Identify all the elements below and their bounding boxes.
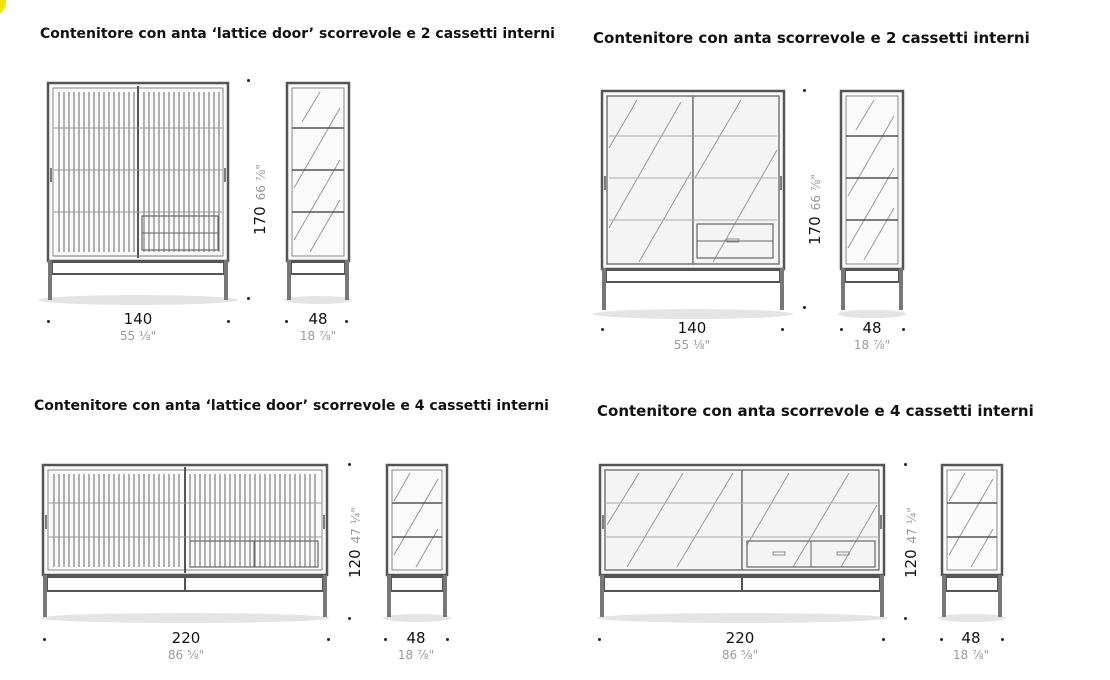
width-dimension: 140 55 ⅛" [119,310,157,343]
width-dimension: 140 55 ⅛" [673,319,711,352]
height-dimension: 12047 ¼" [902,507,920,578]
panel-title: Contenitore con anta scorrevole e 2 cassetti interni [593,29,1030,47]
width-dimension: 220 86 ⅝" [167,629,205,662]
width-dimension: 220 86 ⅝" [721,629,759,662]
side-view-glass-140 [834,78,914,328]
side-view-lattice-220 [380,455,460,630]
depth-dimension: 48 18 ⅞" [952,629,990,662]
corner-accent [0,0,6,16]
height-dimension: 12047 ¼" [346,507,364,578]
height-dimension: 17066 ⅞" [251,164,269,235]
panel-title: Contenitore con anta scorrevole e 4 cassetti interni [597,402,1034,420]
front-view-glass-140 [585,78,815,328]
side-view-glass-220 [935,455,1015,630]
height-dimension: 17066 ⅞" [806,174,824,245]
depth-dimension: 48 18 ⅞" [397,629,435,662]
depth-dimension: 48 18 ⅞" [299,310,337,343]
depth-dimension: 48 18 ⅞" [853,319,891,352]
front-view-lattice-140 [30,70,260,320]
front-view-lattice-220 [30,455,340,630]
panel-title: Contenitore con anta ‘lattice door’ scorrevole e 2 cassetti interni [40,26,555,42]
front-view-glass-220 [587,455,897,630]
panel-title: Contenitore con anta ‘lattice door’ scorrevole e 4 cassetti interni [34,398,549,414]
side-view-lattice-140 [280,70,360,320]
